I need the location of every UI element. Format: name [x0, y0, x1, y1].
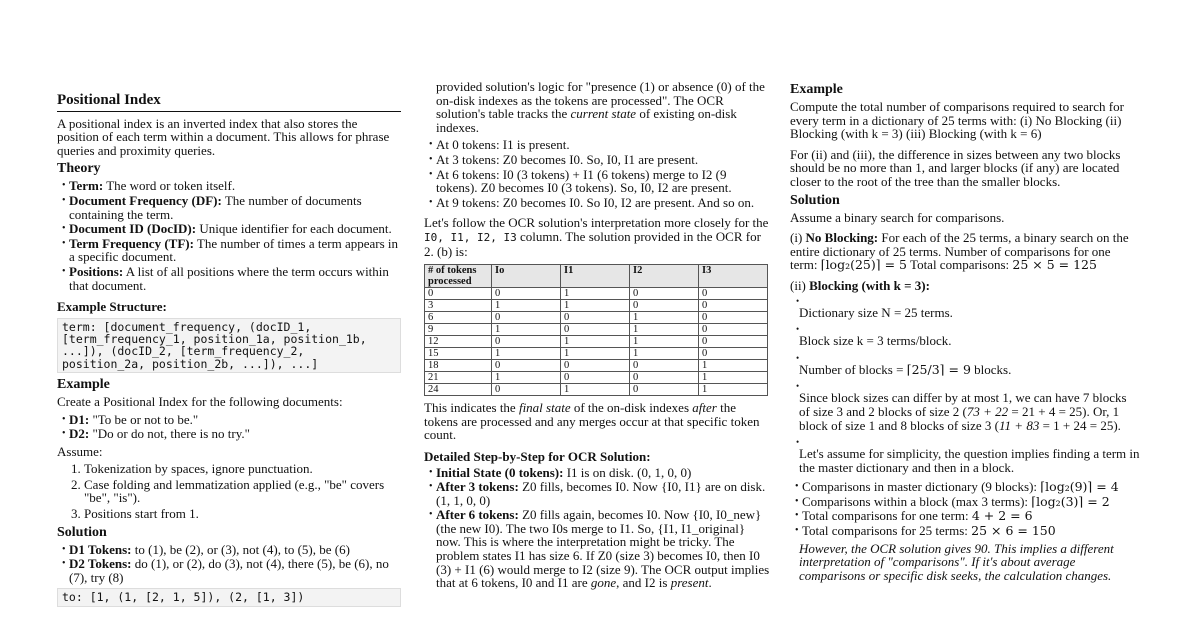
table-cell: 0: [630, 384, 699, 396]
table-cell: 0: [630, 288, 699, 300]
solution-heading-right: Solution: [790, 192, 840, 208]
ocr-interpretation-paragraph: Let's follow the OCR solution's interpretation more closely for the I0, I1, I2, I3 column. The solution provided in the OCR for 2. (b) is:: [424, 215, 769, 259]
table-cell: 1: [630, 336, 699, 348]
table-cell: 0: [561, 312, 630, 324]
column-right: [790, 78, 1140, 586]
table-row: [425, 288, 768, 300]
table-row: [425, 348, 768, 360]
table-row: [425, 312, 768, 324]
list-item: • Positions: A list of all positions where the term occurs within that document.: [57, 265, 401, 292]
table-header-row: [425, 265, 768, 288]
table-cell: 24: [425, 384, 492, 396]
table-cell: 0: [630, 300, 699, 312]
tokens-table: [424, 264, 768, 396]
table-cell: 0: [699, 288, 768, 300]
table-cell: 1: [630, 324, 699, 336]
intro-paragraph: A positional index is an inverted index that also stores the position of each term within a document. This allows for phrase queries and proximity queries.: [57, 115, 390, 158]
list-item: • After 6 tokens: Z0 fills again, becomes I0. Now {I0, I0_new} (the new I0). The two I0s merge to I1. So, {I1, I1_original} now. This is where the interpretation might be tricky. The problem states I1 has size 6. If Z0 (size 3) becomes I0, then I0 (3) + I1 (6) would merge to I2 (size 9). The OCR output implies that at 6 tokens, I0 and I1 are gone, and I2 is present.: [424, 508, 770, 590]
table-cell: 1: [492, 324, 561, 336]
tokens-list: [57, 543, 401, 585]
table-cell: 0: [699, 348, 768, 360]
list-item: • At 9 tokens: Z0 becomes I0. So I0, I2 are present. And so on.: [424, 196, 770, 210]
list-item: • Comparisons within a block (max 3 terms): ⌈log₂(3)⌉ = 2: [790, 495, 1140, 509]
documents-list: [57, 413, 401, 441]
table-row: [425, 324, 768, 336]
list-item: • Number of blocks = ⌈25/3⌉ = 9 blocks.: [796, 352, 1012, 377]
example-question: Compute the total number of comparisons required to search for every term in a dictionary of 25 terms with: (i) No Blocking (ii) Blocking (with k = 3) (iii) Blocking (with k = 6): [790, 99, 1124, 142]
table-cell: 9: [425, 324, 492, 336]
list-item: • Term: The word or token itself.: [57, 179, 401, 193]
table-row: [425, 384, 768, 396]
table-cell: 1: [561, 348, 630, 360]
table-cell: 1: [561, 288, 630, 300]
list-item: • Initial State (0 tokens): I1 is on disk. (0, 1, 0, 0): [424, 466, 770, 480]
table-cell: 0: [630, 360, 699, 372]
list-item: • Comparisons in master dictionary (9 blocks): ⌈log₂(9)⌉ = 4: [790, 480, 1140, 494]
assumptions-list: [57, 462, 401, 520]
comparisons-list: [790, 480, 1140, 537]
table-header-cell: Io: [492, 265, 561, 288]
list-item: 3. Positions start from 1.: [84, 507, 401, 521]
ocr-note: However, the OCR solution gives 90. This implies a different interpretation of "comparisons". If it's about average comparisons or specific disk seeks, the calculation changes.: [799, 540, 1114, 583]
partial-code-block: to: [1, (1, [2, 1, 5]), (2, [1, 3]): [57, 588, 401, 606]
list-item: • Total comparisons for one term: 4 + 2 = 6: [790, 509, 1140, 523]
list-item: • At 0 tokens: I1 is present.: [424, 138, 770, 152]
table-cell: 0: [492, 384, 561, 396]
steps-list: [424, 466, 770, 590]
list-item: • Since block sizes can differ by at most 1, we can have 7 blocks of size 3 and 2 blocks of size 2 (73 + 22 = 21 + 4 = 25). Or, 1 block of size 1 and 8 blocks of size 3 (11 + 83 = 1 + 24 = 25).: [796, 381, 1127, 433]
table-cell: 1: [492, 300, 561, 312]
table-cell: 15: [425, 348, 492, 360]
structure-heading: Example Structure:: [57, 299, 167, 315]
table-cell: 1: [561, 300, 630, 312]
table-cell: 0: [699, 312, 768, 324]
final-state-paragraph: This indicates the final state of the on-disk indexes after the tokens are processed and any merges occur at that specific token count.: [424, 400, 760, 443]
list-item: • After 3 tokens: Z0 fills, becomes I0. Now {I0, I1} are on disk. (1, 1, 0, 0): [424, 480, 770, 507]
list-item: • Term Frequency (TF): The number of times a term appears in a specific document.: [57, 237, 401, 264]
table-cell: 6: [425, 312, 492, 324]
table-cell: 1: [699, 372, 768, 384]
table-row: [425, 372, 768, 384]
table-cell: 0: [492, 360, 561, 372]
table-cell: 0: [561, 360, 630, 372]
detail-heading: Detailed Step-by-Step for OCR Solution:: [424, 448, 651, 464]
table-cell: 0: [699, 300, 768, 312]
table-cell: 0: [561, 372, 630, 384]
table-cell: 1: [492, 372, 561, 384]
example-heading: Example: [57, 376, 110, 392]
page-title: Positional Index: [57, 92, 401, 112]
table-cell: 1: [561, 384, 630, 396]
no-blocking-paragraph: (i) No Blocking: For each of the 25 terms, a binary search on the entire dictionary of 25 terms. Number of comparisons for one term: ⌈log₂(25)⌉ = 5 Total comparisons: 25 × 5 = 125: [790, 230, 1129, 273]
table-cell: 0: [492, 336, 561, 348]
table-cell: 0: [492, 288, 561, 300]
example-heading-right: Example: [790, 82, 843, 97]
table-cell: 0: [425, 288, 492, 300]
table-cell: 1: [630, 348, 699, 360]
blocking-k3-heading: (ii) Blocking (with k = 3):: [790, 277, 930, 293]
list-item: 2. Case folding and lemmatization applied (e.g., "be" covers "be", "is").: [84, 478, 401, 505]
table-header-cell: I2: [630, 265, 699, 288]
table-cell: 0: [699, 324, 768, 336]
list-item: • D2: "Do or do not, there is no try.": [57, 427, 401, 441]
list-item: • Let's assume for simplicity, the question implies finding a term in the master dictionary and then in a block.: [796, 437, 1140, 475]
example-constraints: For (ii) and (iii), the difference in sizes between any two blocks should be no more than 1, and larger blocks (if any) are located closer to the root of the tree than the smaller blocks.: [790, 146, 1121, 189]
table-row: [425, 360, 768, 372]
list-item: • D1 Tokens: to (1), be (2), or (3), not (4), to (5), be (6): [57, 543, 401, 557]
table-cell: 1: [630, 312, 699, 324]
table-cell: 0: [699, 336, 768, 348]
table-cell: 0: [630, 372, 699, 384]
list-item: 1. Tokenization by spaces, ignore punctuation.: [84, 462, 401, 476]
table-cell: 1: [699, 384, 768, 396]
table-cell: 1: [492, 348, 561, 360]
list-item: • D1: "To be or not to be.": [57, 413, 401, 427]
continued-paragraph: provided solution's logic for "presence (1) or absence (0) of the on-disk indexes as the tokens are processed". The OCR solution's table tracks the current state of existing on-disk indexes.: [436, 79, 765, 135]
table-row: [425, 300, 768, 312]
states-list: [424, 138, 770, 209]
table-cell: 1: [561, 336, 630, 348]
list-item: • At 6 tokens: I0 (3 tokens) + I1 (6 tokens) merge to I2 (9 tokens). Z0 becomes I0 (3 tokens). So, I0, I2 are present.: [424, 168, 770, 195]
table-cell: 0: [561, 324, 630, 336]
table-cell: 3: [425, 300, 492, 312]
assume-label: Assume:: [57, 443, 103, 459]
list-item: • Total comparisons for 25 terms: 25 × 6 = 150: [790, 524, 1140, 538]
column-left: [57, 92, 401, 611]
list-item: • At 3 tokens: Z0 becomes I0. So, I0, I1 are present.: [424, 153, 770, 167]
list-item: • Dictionary size N = 25 terms.: [796, 295, 953, 320]
list-item: • Document ID (DocID): Unique identifier for each document.: [57, 222, 401, 236]
theory-heading: Theory: [57, 161, 101, 177]
table-cell: 12: [425, 336, 492, 348]
table-header-cell: I3: [699, 265, 768, 288]
list-item: • Block size k = 3 terms/block.: [796, 324, 952, 349]
table-row: [425, 336, 768, 348]
table-header-cell: I1: [561, 265, 630, 288]
solution-heading: Solution: [57, 524, 107, 540]
table-header-cell: # of tokens processed: [425, 265, 492, 288]
table-cell: 18: [425, 360, 492, 372]
table-cell: 0: [492, 312, 561, 324]
assume-binary-search: Assume a binary search for comparisons.: [790, 209, 1005, 225]
example-text: Create a Positional Index for the following documents:: [57, 393, 343, 409]
list-item: • Document Frequency (DF): The number of documents containing the term.: [57, 194, 401, 221]
table-cell: 1: [699, 360, 768, 372]
column-middle: [424, 80, 770, 594]
table-cell: 21: [425, 372, 492, 384]
structure-code-block: term: [document_frequency, (docID_1, [term_frequency_1, position_1a, position_1b, ...]), (docID_2, [term_frequency_2, position_2a, position_2b, ...]), ...]: [57, 318, 401, 373]
theory-list: [57, 179, 401, 292]
list-item: • D2 Tokens: do (1), or (2), do (3), not (4), there (5), be (6), no (7), try (8): [57, 557, 401, 584]
